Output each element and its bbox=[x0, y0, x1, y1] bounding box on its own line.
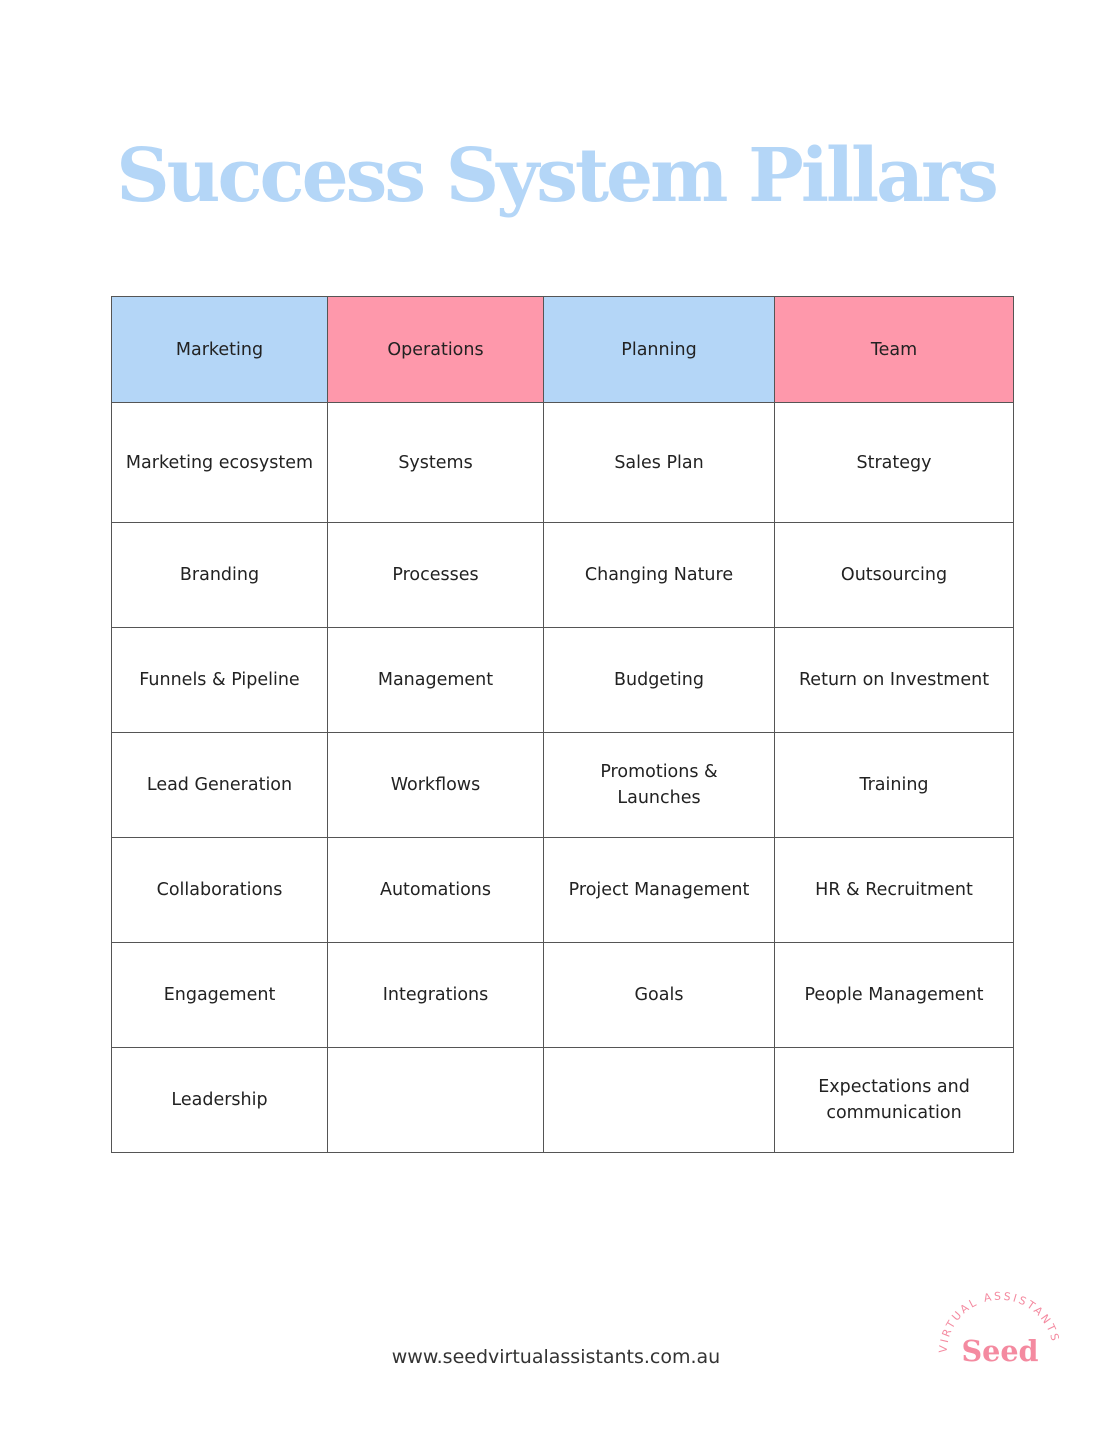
table-cell: Systems bbox=[328, 403, 544, 523]
header-row bbox=[112, 297, 1014, 403]
pillars-table bbox=[111, 296, 1014, 1153]
header-marketing: Marketing bbox=[112, 297, 328, 403]
table-cell bbox=[328, 1048, 544, 1153]
table-cell: Sales Plan bbox=[544, 403, 775, 523]
table-cell: People Management bbox=[775, 943, 1014, 1048]
page-title: Success System Pillars bbox=[116, 133, 996, 219]
table-row bbox=[112, 1048, 1014, 1153]
footer-url: www.seedvirtualassistants.com.au bbox=[391, 1346, 721, 1368]
table-cell: Integrations bbox=[328, 943, 544, 1048]
table-row bbox=[112, 628, 1014, 733]
table-cell: Workflows bbox=[328, 733, 544, 838]
table-cell: Management bbox=[328, 628, 544, 733]
table-cell: Engagement bbox=[112, 943, 328, 1048]
table-cell: Outsourcing bbox=[775, 523, 1014, 628]
header-operations: Operations bbox=[328, 297, 544, 403]
table-row bbox=[112, 943, 1014, 1048]
table-cell: Strategy bbox=[775, 403, 1014, 523]
table-row bbox=[112, 733, 1014, 838]
table-cell: Lead Generation bbox=[112, 733, 328, 838]
logo-ring-text: VIRTUAL ASSISTANTS bbox=[936, 1289, 1063, 1354]
table-row bbox=[112, 838, 1014, 943]
seed-logo bbox=[931, 1284, 1069, 1422]
table-cell: Training bbox=[775, 733, 1014, 838]
table-cell: Budgeting bbox=[544, 628, 775, 733]
table-cell: Automations bbox=[328, 838, 544, 943]
table-cell: Promotions & Launches bbox=[544, 733, 775, 838]
table-cell: Goals bbox=[544, 943, 775, 1048]
header-planning: Planning bbox=[544, 297, 775, 403]
table-row bbox=[112, 403, 1014, 523]
table-cell: Funnels & Pipeline bbox=[112, 628, 328, 733]
header-team: Team bbox=[775, 297, 1014, 403]
table-cell: Return on Investment bbox=[775, 628, 1014, 733]
table-cell: Changing Nature bbox=[544, 523, 775, 628]
table-cell: Expectations and communication bbox=[775, 1048, 1014, 1153]
table-cell bbox=[544, 1048, 775, 1153]
table-cell: Leadership bbox=[112, 1048, 328, 1153]
logo-name: Seed bbox=[961, 1333, 1039, 1368]
table-cell: Project Management bbox=[544, 838, 775, 943]
table-cell: Collaborations bbox=[112, 838, 328, 943]
table-cell: Branding bbox=[112, 523, 328, 628]
table-cell: Processes bbox=[328, 523, 544, 628]
table-row bbox=[112, 523, 1014, 628]
table-cell: HR & Recruitment bbox=[775, 838, 1014, 943]
table-cell: Marketing ecosystem bbox=[112, 403, 328, 523]
